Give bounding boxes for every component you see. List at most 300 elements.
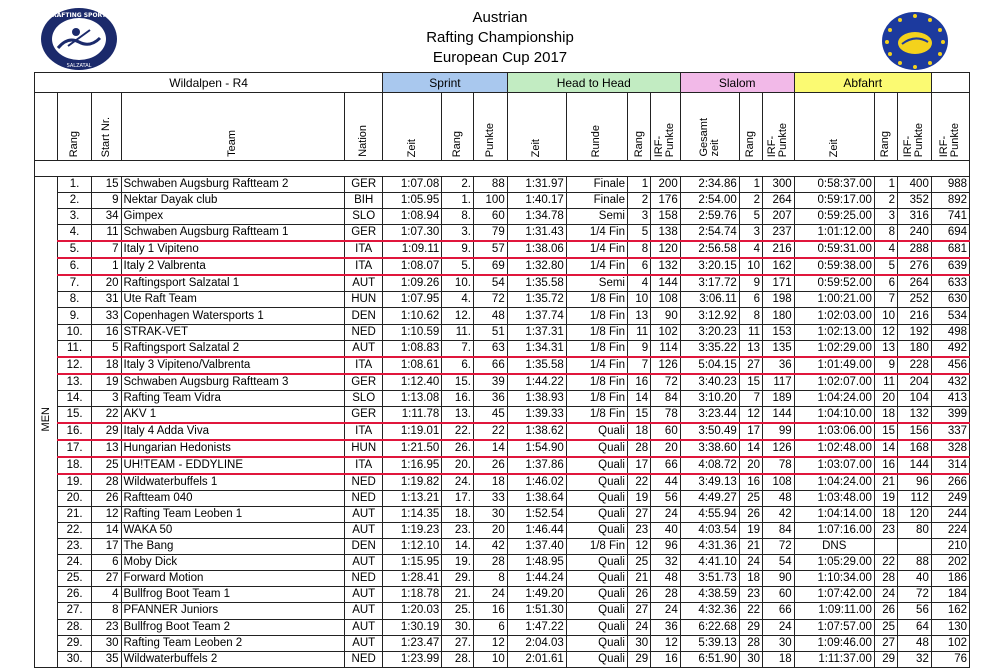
abfahrt-zeit-cell: 1:04:10.00 [794, 406, 874, 423]
slalom-zeit-cell: 3:20.23 [680, 324, 739, 340]
abfahrt-punkte-cell: 56 [898, 603, 932, 619]
nation-cell: AUT [345, 275, 383, 292]
team-cell: Rafting Team Leoben 1 [121, 506, 345, 522]
h2h-rang-cell: 21 [627, 571, 650, 587]
slalom-punkte-cell: 216 [763, 241, 795, 258]
team-cell: Copenhagen Watersports 1 [121, 308, 345, 324]
slalom-rang-cell: 14 [739, 440, 762, 457]
team-cell: Bullfrog Boot Team 1 [121, 587, 345, 603]
total-punkte-cell: 630 [931, 292, 969, 308]
total-punkte-cell: 202 [931, 555, 969, 571]
total-punkte-cell: 210 [931, 539, 969, 555]
h2h-runde-cell: Quali [566, 603, 627, 619]
h2h-punkte-cell: 12 [651, 635, 681, 651]
h2h-zeit-cell: 1:44.24 [507, 571, 566, 587]
slalom-punkte-cell: 300 [763, 177, 795, 193]
start-nr-cell: 8 [91, 603, 121, 619]
abfahrt-rang-cell: 28 [874, 571, 897, 587]
col-rang: Rang [58, 93, 92, 161]
table-row [35, 571, 970, 587]
h2h-runde-cell: Quali [566, 522, 627, 538]
team-cell: Raftingsport Salzatal 2 [121, 340, 345, 357]
total-punkte-cell: 633 [931, 275, 969, 292]
abfahrt-rang-cell: 15 [874, 423, 897, 440]
abfahrt-rang-cell: 2 [874, 193, 897, 209]
total-punkte-cell: 244 [931, 506, 969, 522]
h2h-rang-cell: 22 [627, 474, 650, 491]
abfahrt-zeit-cell: 1:07:57.00 [794, 619, 874, 635]
table-row [35, 506, 970, 522]
h2h-rang-cell: 4 [627, 275, 650, 292]
sprint-punkte-cell: 20 [473, 522, 507, 538]
h2h-zeit-cell: 1:38.93 [507, 390, 566, 406]
abfahrt-zeit-cell: 1:05:29.00 [794, 555, 874, 571]
slalom-zeit-cell: 3:51.73 [680, 571, 739, 587]
rank-cell: 30. [58, 651, 92, 667]
head-to-head-header: Head to Head [507, 73, 680, 93]
h2h-punkte-cell: 126 [651, 357, 681, 374]
start-nr-cell: 12 [91, 506, 121, 522]
h2h-punkte-cell: 32 [651, 555, 681, 571]
slalom-punkte-cell: 36 [763, 357, 795, 374]
abfahrt-punkte-cell: 264 [898, 275, 932, 292]
start-nr-cell: 30 [91, 635, 121, 651]
rank-cell: 17. [58, 440, 92, 457]
h2h-zeit-cell: 1:37.86 [507, 457, 566, 474]
start-nr-cell: 4 [91, 587, 121, 603]
abfahrt-zeit-cell: 1:10:34.00 [794, 571, 874, 587]
sprint-rang-cell: 19. [442, 555, 474, 571]
abfahrt-punkte-cell: 104 [898, 390, 932, 406]
team-cell: Italy 4 Adda Viva [121, 423, 345, 440]
total-punkte-cell: 184 [931, 587, 969, 603]
h2h-rang-cell: 7 [627, 357, 650, 374]
table-row [35, 490, 970, 506]
slalom-zeit-cell: 3:40.23 [680, 374, 739, 391]
abfahrt-punkte-cell: 48 [898, 635, 932, 651]
sprint-punkte-cell: 36 [473, 390, 507, 406]
h2h-rang-cell: 13 [627, 308, 650, 324]
category-label: MEN [35, 177, 58, 668]
h2h-rang-cell: 15 [627, 406, 650, 423]
slalom-zeit-cell: 3:23.44 [680, 406, 739, 423]
rank-cell: 21. [58, 506, 92, 522]
col-h2h-irf-punkte: IRF- Punkte [651, 93, 681, 161]
slalom-zeit-cell: 2:56.58 [680, 241, 739, 258]
slalom-punkte-cell: 90 [763, 571, 795, 587]
h2h-punkte-cell: 24 [651, 506, 681, 522]
abfahrt-zeit-cell: 1:04:24.00 [794, 474, 874, 491]
col-abfahrt-rang: Rang [874, 93, 897, 161]
slalom-punkte-cell: 54 [763, 555, 795, 571]
nation-cell: DEN [345, 308, 383, 324]
team-cell: Italy 3 Vipiteno/Valbrenta [121, 357, 345, 374]
h2h-runde-cell: Quali [566, 587, 627, 603]
total-punkte-cell: 328 [931, 440, 969, 457]
slalom-header: Slalom [680, 73, 794, 93]
h2h-runde-cell: 1/8 Fin [566, 324, 627, 340]
event-name: Wildalpen - R4 [35, 73, 383, 93]
h2h-rang-cell: 1 [627, 177, 650, 193]
abfahrt-punkte-cell: 316 [898, 209, 932, 225]
table-row [35, 225, 970, 242]
sprint-rang-cell: 3. [442, 225, 474, 242]
nation-cell: NED [345, 651, 383, 667]
h2h-zeit-cell: 1:40.17 [507, 193, 566, 209]
table-row [35, 275, 970, 292]
h2h-zeit-cell: 1:32.80 [507, 258, 566, 275]
start-nr-cell: 7 [91, 241, 121, 258]
sprint-punkte-cell: 72 [473, 292, 507, 308]
sprint-punkte-cell: 63 [473, 340, 507, 357]
start-nr-cell: 20 [91, 275, 121, 292]
start-nr-cell: 15 [91, 177, 121, 193]
results-table [34, 72, 970, 668]
team-cell: Wildwaterbuffels 1 [121, 474, 345, 491]
team-cell: Bullfrog Boot Team 2 [121, 619, 345, 635]
slalom-punkte-cell: 189 [763, 390, 795, 406]
nation-cell: ITA [345, 357, 383, 374]
h2h-rang-cell: 3 [627, 209, 650, 225]
h2h-zeit-cell: 1:31.43 [507, 225, 566, 242]
slalom-rang-cell: 18 [739, 571, 762, 587]
table-row [35, 555, 970, 571]
h2h-runde-cell: Semi [566, 275, 627, 292]
slalom-punkte-cell: 144 [763, 406, 795, 423]
abfahrt-zeit-cell: 1:03:06.00 [794, 423, 874, 440]
rank-cell: 11. [58, 340, 92, 357]
slalom-punkte-cell: 84 [763, 522, 795, 538]
sprint-punkte-cell: 16 [473, 603, 507, 619]
sprint-rang-cell: 8. [442, 209, 474, 225]
sprint-zeit-cell: 1:13.21 [383, 490, 442, 506]
table-row [35, 587, 970, 603]
h2h-runde-cell: 1/8 Fin [566, 308, 627, 324]
h2h-rang-cell: 10 [627, 292, 650, 308]
nation-cell: GER [345, 225, 383, 242]
h2h-runde-cell: 1/8 Fin [566, 374, 627, 391]
nation-cell: AUT [345, 506, 383, 522]
sprint-punkte-cell: 39 [473, 374, 507, 391]
h2h-runde-cell: 1/4 Fin [566, 258, 627, 275]
abfahrt-zeit-cell: 1:02:03.00 [794, 308, 874, 324]
abfahrt-zeit-cell: 1:03:07.00 [794, 457, 874, 474]
h2h-runde-cell: Quali [566, 651, 627, 667]
rank-cell: 28. [58, 619, 92, 635]
slalom-punkte-cell: 60 [763, 587, 795, 603]
spacer-row [35, 161, 970, 177]
h2h-zeit-cell: 1:34.31 [507, 340, 566, 357]
h2h-zeit-cell: 1:49.20 [507, 587, 566, 603]
table-row [35, 357, 970, 374]
total-punkte-cell: 186 [931, 571, 969, 587]
sprint-punkte-cell: 12 [473, 635, 507, 651]
sprint-punkte-cell: 60 [473, 209, 507, 225]
slalom-rang-cell: 22 [739, 603, 762, 619]
nation-cell: AUT [345, 587, 383, 603]
nation-cell: HUN [345, 440, 383, 457]
abfahrt-punkte-cell: 64 [898, 619, 932, 635]
slalom-rang-cell: 23 [739, 587, 762, 603]
sprint-rang-cell: 6. [442, 357, 474, 374]
h2h-punkte-cell: 120 [651, 241, 681, 258]
slalom-zeit-cell: 3:50.49 [680, 423, 739, 440]
h2h-runde-cell: Quali [566, 423, 627, 440]
slalom-rang-cell: 10 [739, 258, 762, 275]
sprint-zeit-cell: 1:30.19 [383, 619, 442, 635]
abfahrt-punkte-cell: 96 [898, 474, 932, 491]
h2h-rang-cell: 18 [627, 423, 650, 440]
abfahrt-zeit-cell: 0:59:25.00 [794, 209, 874, 225]
team-cell: Rafting Team Leoben 2 [121, 635, 345, 651]
h2h-punkte-cell: 96 [651, 539, 681, 555]
abfahrt-punkte-cell: 132 [898, 406, 932, 423]
nation-cell: NED [345, 474, 383, 491]
sprint-rang-cell: 13. [442, 406, 474, 423]
table-row [35, 635, 970, 651]
slalom-punkte-cell: 180 [763, 308, 795, 324]
start-nr-cell: 6 [91, 555, 121, 571]
h2h-punkte-cell: 40 [651, 522, 681, 538]
sprint-punkte-cell: 24 [473, 587, 507, 603]
start-nr-cell: 14 [91, 522, 121, 538]
col-sprint-punkte: Punkte [473, 93, 507, 161]
h2h-punkte-cell: 102 [651, 324, 681, 340]
rank-cell: 20. [58, 490, 92, 506]
table-row [35, 324, 970, 340]
h2h-rang-cell: 9 [627, 340, 650, 357]
nation-cell: AUT [345, 619, 383, 635]
slalom-rang-cell: 5 [739, 209, 762, 225]
rank-cell: 12. [58, 357, 92, 374]
slalom-rang-cell: 20 [739, 457, 762, 474]
h2h-rang-cell: 14 [627, 390, 650, 406]
h2h-punkte-cell: 16 [651, 651, 681, 667]
nation-cell: AUT [345, 340, 383, 357]
start-nr-cell: 35 [91, 651, 121, 667]
sprint-zeit-cell: 1:08.83 [383, 340, 442, 357]
abfahrt-punkte-cell: 240 [898, 225, 932, 242]
slalom-rang-cell: 8 [739, 308, 762, 324]
abfahrt-punkte-cell: 156 [898, 423, 932, 440]
slalom-zeit-cell: 4:32.36 [680, 603, 739, 619]
h2h-rang-cell: 29 [627, 651, 650, 667]
total-punkte-cell: 266 [931, 474, 969, 491]
title-line-3: European Cup 2017 [432, 49, 568, 66]
h2h-zeit-cell: 1:37.40 [507, 539, 566, 555]
h2h-zeit-cell: 1:35.58 [507, 357, 566, 374]
sprint-rang-cell: 14. [442, 539, 474, 555]
rank-cell: 29. [58, 635, 92, 651]
total-punkte-cell: 76 [931, 651, 969, 667]
abfahrt-punkte-cell: 288 [898, 241, 932, 258]
abfahrt-punkte-cell: 216 [898, 308, 932, 324]
abfahrt-rang-cell: 27 [874, 635, 897, 651]
abfahrt-zeit-cell: 1:02:29.00 [794, 340, 874, 357]
slalom-zeit-cell: 4:55.94 [680, 506, 739, 522]
sprint-zeit-cell: 1:19.01 [383, 423, 442, 440]
rank-cell: 26. [58, 587, 92, 603]
team-cell: Moby Dick [121, 555, 345, 571]
slalom-zeit-cell: 4:03.54 [680, 522, 739, 538]
h2h-punkte-cell: 48 [651, 571, 681, 587]
slalom-rang-cell: 16 [739, 474, 762, 491]
sprint-rang-cell: 18. [442, 506, 474, 522]
slalom-zeit-cell: 3:17.72 [680, 275, 739, 292]
col-h2h-runde: Runde [566, 93, 627, 161]
h2h-rang-cell: 5 [627, 225, 650, 242]
h2h-runde-cell: 1/8 Fin [566, 340, 627, 357]
slalom-rang-cell: 29 [739, 619, 762, 635]
abfahrt-rang-cell: 21 [874, 474, 897, 491]
rank-cell: 13. [58, 374, 92, 391]
sprint-punkte-cell: 100 [473, 193, 507, 209]
slalom-rang-cell: 6 [739, 292, 762, 308]
h2h-runde-cell: Quali [566, 474, 627, 491]
col-abfahrt-zeit: Zeit [794, 93, 874, 161]
table-row [35, 406, 970, 423]
abfahrt-rang-cell: 24 [874, 587, 897, 603]
sprint-zeit-cell: 1:08.94 [383, 209, 442, 225]
h2h-rang-cell: 27 [627, 603, 650, 619]
total-punkte-cell: 681 [931, 241, 969, 258]
h2h-rang-cell: 30 [627, 635, 650, 651]
nation-cell: AUT [345, 635, 383, 651]
table-row [35, 193, 970, 209]
h2h-runde-cell: 1/8 Fin [566, 406, 627, 423]
slalom-zeit-cell: 3:12.92 [680, 308, 739, 324]
sprint-punkte-cell: 69 [473, 258, 507, 275]
h2h-punkte-cell: 138 [651, 225, 681, 242]
abfahrt-rang-cell: 14 [874, 440, 897, 457]
h2h-runde-cell: 1/8 Fin [566, 539, 627, 555]
sprint-rang-cell: 9. [442, 241, 474, 258]
h2h-runde-cell: Quali [566, 457, 627, 474]
slalom-rang-cell: 1 [739, 177, 762, 193]
h2h-punkte-cell: 24 [651, 603, 681, 619]
abfahrt-rang-cell: 13 [874, 340, 897, 357]
abfahrt-rang-cell: 16 [874, 457, 897, 474]
abfahrt-punkte-cell: 352 [898, 193, 932, 209]
col-sprint-zeit: Zeit [383, 93, 442, 161]
rank-cell: 16. [58, 423, 92, 440]
col-category [35, 93, 58, 161]
col-nation: Nation [345, 93, 383, 161]
rank-cell: 3. [58, 209, 92, 225]
start-nr-cell: 16 [91, 324, 121, 340]
sprint-zeit-cell: 1:16.95 [383, 457, 442, 474]
sprint-zeit-cell: 1:20.03 [383, 603, 442, 619]
sprint-punkte-cell: 48 [473, 308, 507, 324]
slalom-punkte-cell: 117 [763, 374, 795, 391]
sprint-zeit-cell: 1:15.95 [383, 555, 442, 571]
nation-cell: GER [345, 177, 383, 193]
abfahrt-rang-cell: 1 [874, 177, 897, 193]
h2h-punkte-cell: 90 [651, 308, 681, 324]
table-row [35, 522, 970, 538]
abfahrt-punkte-cell: 204 [898, 374, 932, 391]
h2h-rang-cell: 2 [627, 193, 650, 209]
h2h-zeit-cell: 1:35.58 [507, 275, 566, 292]
rank-cell: 8. [58, 292, 92, 308]
abfahrt-zeit-cell: 1:09:11.00 [794, 603, 874, 619]
slalom-punkte-cell: 42 [763, 506, 795, 522]
abfahrt-rang-cell: 5 [874, 258, 897, 275]
rank-cell: 6. [58, 258, 92, 275]
sprint-punkte-cell: 28 [473, 555, 507, 571]
total-punkte-cell: 432 [931, 374, 969, 391]
abfahrt-rang-cell: 26 [874, 603, 897, 619]
title-line-1: Austrian [472, 9, 528, 26]
abfahrt-zeit-cell: 1:11:37.00 [794, 651, 874, 667]
sprint-punkte-cell: 18 [473, 474, 507, 491]
total-punkte-cell: 988 [931, 177, 969, 193]
h2h-zeit-cell: 1:54.90 [507, 440, 566, 457]
slalom-rang-cell: 25 [739, 490, 762, 506]
total-punkte-cell: 102 [931, 635, 969, 651]
rank-cell: 23. [58, 539, 92, 555]
slalom-zeit-cell: 3:35.22 [680, 340, 739, 357]
h2h-zeit-cell: 2:04.03 [507, 635, 566, 651]
slalom-rang-cell: 27 [739, 357, 762, 374]
h2h-runde-cell: Semi [566, 209, 627, 225]
abfahrt-punkte-cell: 72 [898, 587, 932, 603]
h2h-punkte-cell: 44 [651, 474, 681, 491]
sprint-zeit-cell: 1:18.78 [383, 587, 442, 603]
h2h-zeit-cell: 1:38.06 [507, 241, 566, 258]
h2h-zeit-cell: 1:47.22 [507, 619, 566, 635]
table-row [35, 651, 970, 667]
h2h-punkte-cell: 158 [651, 209, 681, 225]
h2h-runde-cell: Quali [566, 635, 627, 651]
sprint-rang-cell: 30. [442, 619, 474, 635]
h2h-rang-cell: 23 [627, 522, 650, 538]
start-nr-cell: 27 [91, 571, 121, 587]
nation-cell: NED [345, 324, 383, 340]
sprint-punkte-cell: 66 [473, 357, 507, 374]
sprint-rang-cell: 20. [442, 457, 474, 474]
abfahrt-rang-cell: 19 [874, 490, 897, 506]
sprint-punkte-cell: 30 [473, 506, 507, 522]
h2h-rang-cell: 27 [627, 506, 650, 522]
slalom-zeit-cell: 3:06.11 [680, 292, 739, 308]
rank-cell: 27. [58, 603, 92, 619]
rank-cell: 18. [58, 457, 92, 474]
nation-cell: AUT [345, 603, 383, 619]
sprint-rang-cell: 1. [442, 193, 474, 209]
nation-cell: ITA [345, 457, 383, 474]
abfahrt-rang-cell: 12 [874, 324, 897, 340]
h2h-zeit-cell: 1:38.64 [507, 490, 566, 506]
rank-cell: 2. [58, 193, 92, 209]
h2h-punkte-cell: 20 [651, 440, 681, 457]
blank-header [931, 73, 969, 93]
slalom-rang-cell: 24 [739, 555, 762, 571]
team-cell: STRAK-VET [121, 324, 345, 340]
h2h-rang-cell: 26 [627, 587, 650, 603]
rafting-sport-salzatal-logo [38, 6, 120, 72]
h2h-rang-cell: 16 [627, 374, 650, 391]
slalom-punkte-cell: 237 [763, 225, 795, 242]
slalom-rang-cell: 11 [739, 324, 762, 340]
total-punkte-cell: 162 [931, 603, 969, 619]
abfahrt-rang-cell: 10 [874, 308, 897, 324]
start-nr-cell: 29 [91, 423, 121, 440]
h2h-punkte-cell: 108 [651, 292, 681, 308]
abfahrt-zeit-cell: 0:59:31.00 [794, 241, 874, 258]
abfahrt-punkte-cell: 228 [898, 357, 932, 374]
slalom-zeit-cell: 4:49.27 [680, 490, 739, 506]
